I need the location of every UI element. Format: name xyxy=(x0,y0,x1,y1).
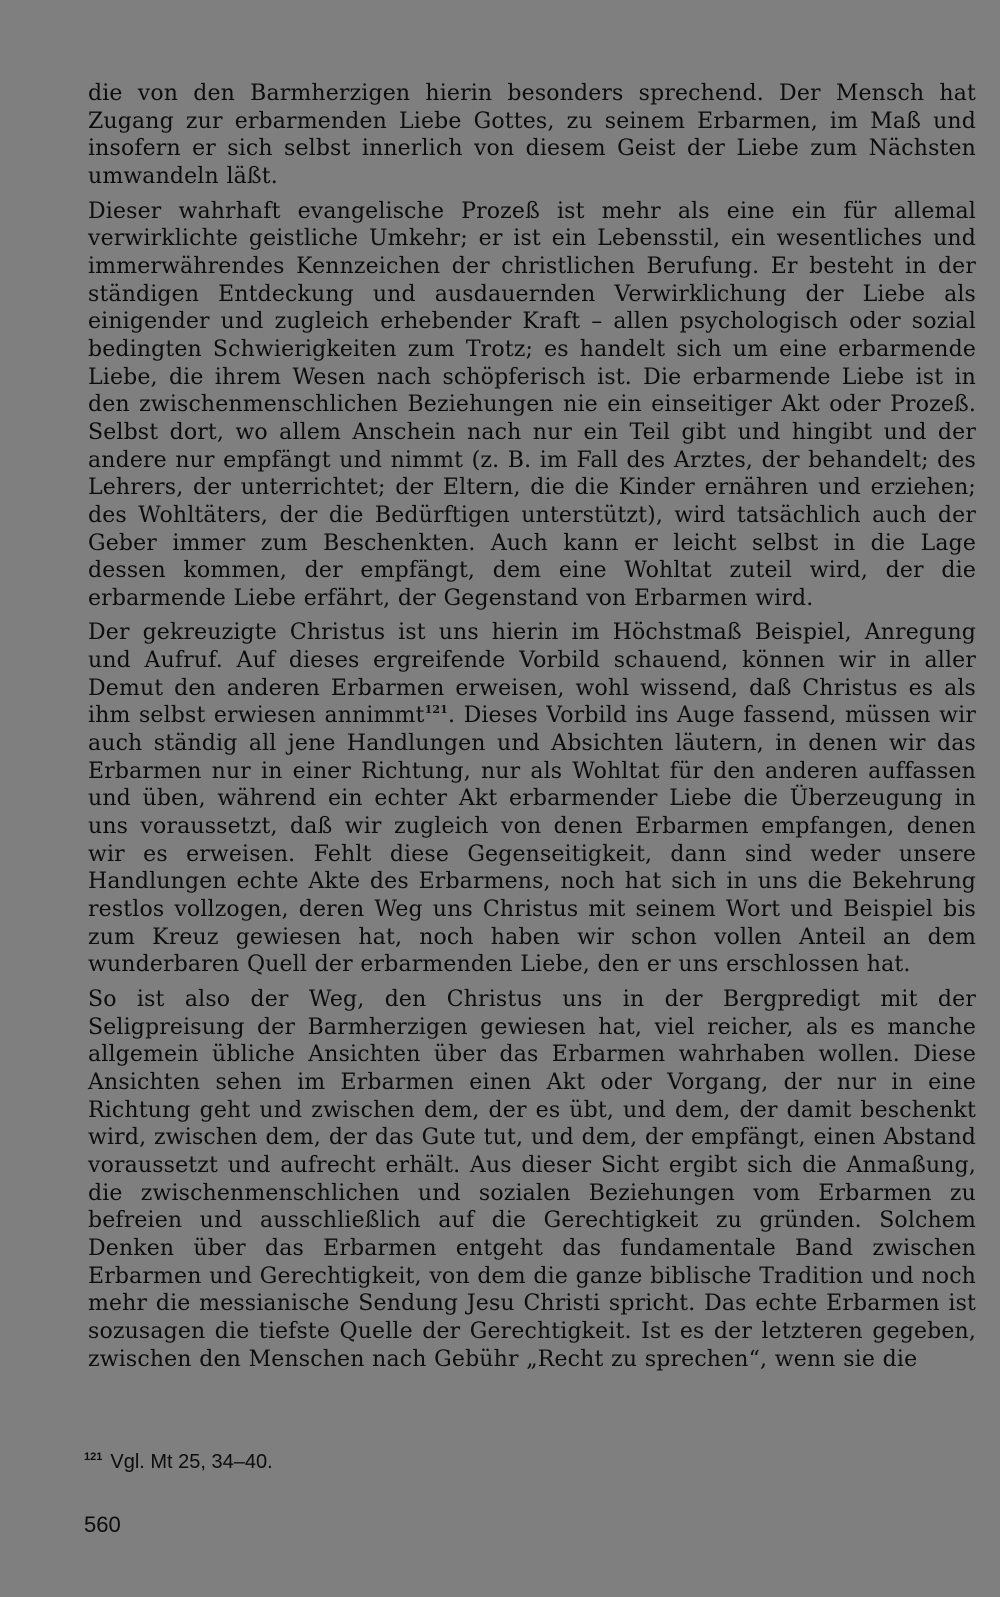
paragraph-4: So ist also der Weg, den Christus uns in der Bergpredigt mit der Seligpreisung der Barmherzigen gewiesen hat, viel reicher, als es manche allgemein übliche Ansichten über das Erbarmen wahrhaben wollen. Diese Ansichten sehen im Erbarmen einen Akt oder Vorgang, der nur in eine Richtung geht und zwischen dem, der es übt, und dem, der damit beschenkt wird, zwischen dem, der das Gute tut, und dem, der empfängt, einen Abstand voraussetzt und aufrecht erhält. Aus dieser Sicht ergibt sich die Anmaßung, die zwischenmenschlichen und sozialen Beziehungen vom Erbarmen zu befreien und ausschließlich auf die Gerechtigkeit zu gründen. Solchem Denken über das Erbarmen entgeht das fundamentale Band zwischen Erbarmen und Gerechtigkeit, von dem die ganze biblische Tradition und noch mehr die messianische Sendung Jesu Christi spricht. Das echte Erbarmen ist sozusagen die tiefste Quelle der Gerechtigkeit. Ist es der letzteren gegeben, zwischen den Menschen nach Gebühr „Recht zu sprechen“, wenn sie die xyxy=(88,987,976,1372)
footnote-reference: 121 xyxy=(424,703,448,717)
footnote-text: Vgl. Mt 25, 34–40. xyxy=(110,1451,273,1473)
paragraph-3-text-before-ref: Der gekreuzigte Christus ist uns hierin im Höchstmaß Beispiel, Anregung und Aufruf. Auf dieses ergreifende Vorbild schauend, können wir in aller Demut den anderen Erbarmen erweisen, wohl wissend, daß Christus es als ihm selbst erwiesen annimmt xyxy=(88,620,976,729)
page-body xyxy=(88,80,976,1373)
page-number: 560 xyxy=(84,1512,121,1537)
footnote xyxy=(84,1450,273,1474)
paragraph-3-text-after-ref: . Dieses Vorbild ins Auge fassend, müssen wir auch ständig all jene Handlungen und Absichten läutern, in denen wir das Erbarmen nur in einer Richtung, nur als Wohltat für den anderen auffassen und üben, während ein echter Akt erbarmender Liebe die Überzeugung in uns voraussetzt, daß wir zugleich von denen Erbarmen empfangen, denen wir es erweisen. Fehlt diese Gegenseitigkeit, dann sind weder unsere Handlungen echte Akte des Erbarmens, noch hat sich in uns die Bekehrung restlos vollzogen, deren Weg uns Christus mit seinem Wort und Beispiel bis zum Kreuz gewiesen hat, noch haben wir schon vollen Anteil an dem wunderbaren Quell der erbarmenden Liebe, den er uns erschlossen hat. xyxy=(88,703,976,978)
paragraph-2: Dieser wahrhaft evangelische Prozeß ist mehr als eine ein für allemal verwirklichte geistliche Umkehr; er ist ein Lebensstil, ein wesentliches und immerwährendes Kennzeichen der christlichen Berufung. Er besteht in der ständigen Entdeckung und ausdauernden Verwirklichung der Liebe als einigender und zugleich erhebender Kraft – allen psychologisch oder sozial bedingten Schwierigkeiten zum Trotz; es handelt sich um eine erbarmende Liebe, die ihrem Wesen nach schöpferisch ist. Die erbarmende Liebe ist in den zwischenmenschlichen Beziehungen nie ein einseitiger Akt oder Prozeß. Selbst dort, wo allem Anschein nach nur ein Teil gibt und hingibt und der andere nur empfängt und nimmt (z. B. im Fall des Arztes, der behandelt; des Lehrers, der unterrichtet; der Eltern, die die Kinder ernähren und erziehen; des Wohltäters, der die Bedürftigen unterstützt), wird tatsächlich auch der Geber immer zum Beschenkten. Auch kann er leicht selbst in die Lage dessen kommen, der empfängt, dem eine Wohltat zuteil wird, der die erbarmende Liebe erfährt, der Gegenstand von Erbarmen wird. xyxy=(88,198,976,611)
paragraph-3 xyxy=(88,619,976,979)
footnote-mark: 121 xyxy=(84,1451,103,1463)
paragraph-1: die von den Barmherzigen hierin besonders sprechend. Der Mensch hat Zugang zur erbarmenden Liebe Gottes, zu seinem Erbarmen, im Maß und insofern er sich selbst innerlich von diesem Geist der Liebe zum Nächsten umwandeln läßt. xyxy=(88,81,976,189)
